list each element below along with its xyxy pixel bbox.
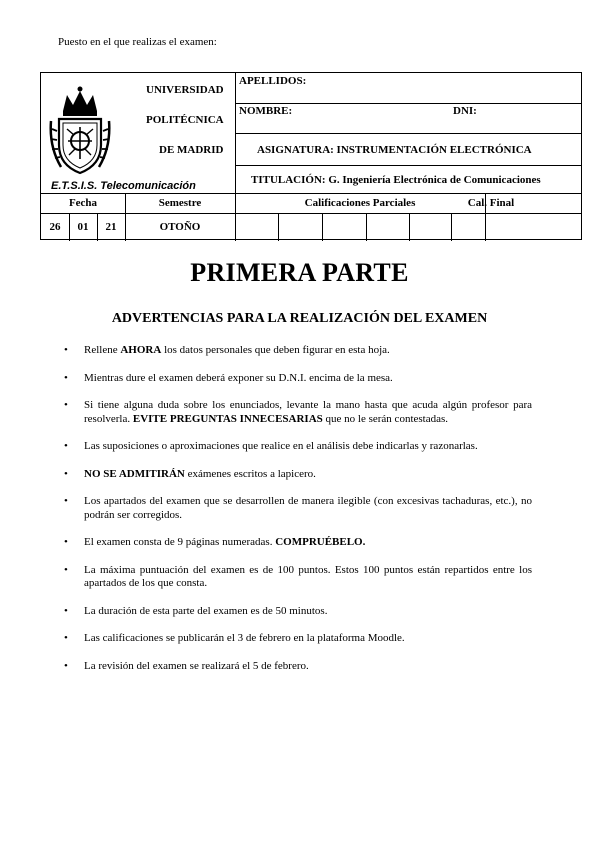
titulacion-text: TITULACIÓN: G. Ingeniería Electrónica de Comunicaciones [251,174,541,186]
instruction-text: los datos personales que deben figurar en esta hoja. [161,344,390,356]
instruction-text: El examen consta de 9 páginas numeradas. [84,536,276,548]
instruction-item [64,344,532,358]
instructions-list [64,344,532,673]
instruction-item [64,536,532,550]
instruction-text: Mientras dure el examen deberá exponer su D.N.I. encima de la mesa. [84,371,393,384]
instruction-item [64,440,532,454]
instruction-item [64,495,532,522]
instruction-item [64,632,532,646]
semestre-value: OTOÑO [159,221,201,233]
instruction-emphasis: COMPRUÉBELO. [275,536,366,548]
fecha-label: Fecha [68,197,98,209]
instruction-text: que no le serán contestadas. [322,412,449,425]
university-name-line-3: DE MADRID [159,144,224,156]
instruction-item [64,468,532,482]
fecha-year: 21 [105,221,117,233]
instruction-emphasis: NO SE ADMITIRÁN [84,467,185,480]
dni-label: DNI: [453,105,477,117]
university-name-line-2: POLITÉCNICA [146,114,224,126]
instruction-text: La duración de esta parte del examen es de 50 minutos. [84,604,328,617]
university-seal-icon [49,85,111,177]
asignatura-text: ASIGNATURA: INSTRUMENTACIÓN ELECTRÓNICA [257,144,532,156]
fecha-month: 01 [77,221,89,233]
page-title: PRIMERA PARTE [190,258,409,287]
instruction-text: Los apartados del examen que se desarrollen de manera ilegible (con excesivas tachaduras, etc.), no podrán ser corregidos. [84,495,532,521]
instruction-item [64,660,532,674]
fecha-day: 26 [49,221,61,233]
instruction-text: La revisión del examen se realizará el 5 de febrero. [84,659,309,672]
instruction-emphasis: AHORA [120,344,162,356]
header-table [40,72,582,240]
instruction-item [64,564,532,591]
university-name-line-1: UNIVERSIDAD [146,84,224,96]
page-subtitle: ADVERTENCIAS PARA LA REALIZACIÓN DEL EXAMEN [111,311,488,326]
instruction-text: Las calificaciones se publicarán el 3 de febrero en la plataforma Moodle. [84,632,405,644]
instruction-text: La máxima puntuación del examen es de 100 puntos. Estos 100 puntos están repartidos entre los apartados de los que consta. [84,563,532,589]
instruction-text: Rellene [84,344,121,356]
puesto-label: Puesto en el que realizas el examen: [58,36,217,48]
calificaciones-parciales-label: Calificaciones Parciales [304,197,416,209]
school-name: E.T.S.I.S. Telecomunicación [51,180,196,192]
cal-final-label: Cal. Final [467,197,515,209]
instruction-item [64,372,532,386]
instruction-item [64,605,532,619]
nombre-label: NOMBRE: [239,105,293,117]
instruction-emphasis: EVITE PREGUNTAS INNECESARIAS [132,412,323,425]
instruction-item [64,399,532,426]
instruction-text: Las suposiciones o aproximaciones que realice en el análisis debe indicarlas y razonarlas. [84,440,478,452]
instruction-text: Si tiene alguna duda sobre los enunciados, levante la mano hasta que acuda algún profesor para resolverla. [84,399,532,425]
apellidos-label: APELLIDOS: [239,75,307,87]
semestre-label: Semestre [158,197,202,209]
instruction-text: exámenes escritos a lapicero. [184,467,316,480]
